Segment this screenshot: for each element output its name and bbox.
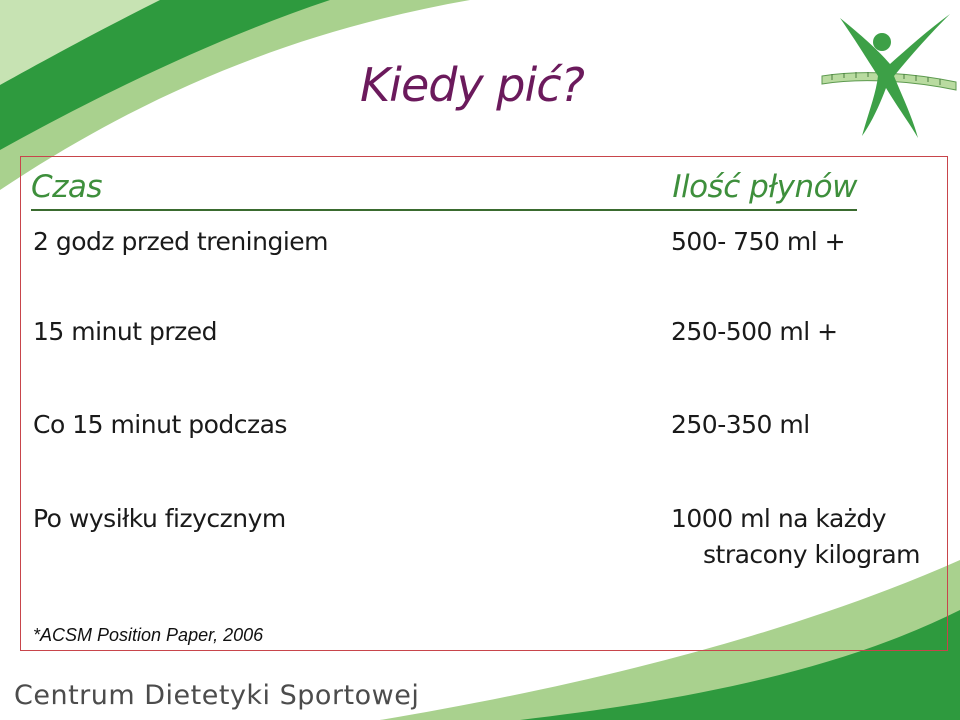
row-1-amount: 500- 750 ml +: [671, 227, 846, 256]
row-4-amount-line2: stracony kilogram: [703, 540, 921, 569]
header-amount: Ilość płynów: [672, 169, 857, 205]
brand-name: Centrum Dietetyki Sportowej: [14, 680, 420, 711]
slide-title: Kiedy pić?: [360, 58, 584, 112]
row-4-amount: 1000 ml na każdy: [671, 504, 887, 533]
source-footnote: *ACSM Position Paper, 2006: [33, 625, 264, 645]
table-header-row: [31, 169, 857, 211]
green-figure-logo-icon: [818, 4, 960, 144]
row-4-time: Po wysiłku fizycznym: [33, 504, 286, 533]
hydration-table: [20, 156, 948, 651]
row-3-amount: 250-350 ml: [671, 410, 810, 439]
header-time: Czas: [31, 169, 103, 205]
row-1-time: 2 godz przed treningiem: [33, 227, 329, 256]
row-2-time: 15 minut przed: [33, 317, 218, 346]
row-3-time: Co 15 minut podczas: [33, 410, 287, 439]
row-2-amount: 250-500 ml +: [671, 317, 838, 346]
